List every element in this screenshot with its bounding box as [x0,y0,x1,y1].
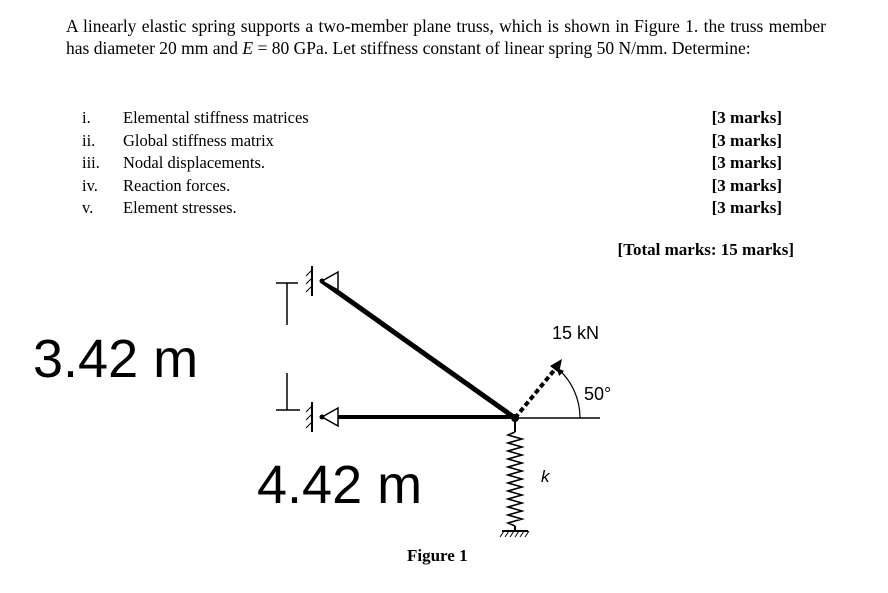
task-text: Nodal displacements. [123,153,266,172]
task-text: Element stresses. [123,198,237,217]
task-marks: [3 marks] [711,175,782,195]
height-label: 3.42 m [33,329,199,389]
total-marks: [Total marks: 15 marks] [617,240,794,259]
spring-icon [500,420,529,537]
width-label: 4.42 m [257,455,423,515]
diagonal-member [322,281,515,418]
modulus-symbol: E [242,38,254,58]
angle-arc [557,368,580,418]
figure-caption: Figure 1 [407,546,468,565]
task-number: iii. [82,153,100,172]
angle-label: 50° [584,384,612,404]
task-text: Elemental stiffness matrices [123,108,309,127]
height-dimension [276,283,300,410]
task-number: i. [82,108,91,127]
task-number: iv. [82,175,98,195]
lower-pin-support-icon [306,402,338,432]
task-text: Reaction forces. [123,175,231,195]
task-number: v. [82,198,94,217]
task-marks: [3 marks] [711,153,782,172]
task-marks: [3 marks] [711,130,782,150]
force-arrow-icon [515,359,562,418]
intro-text-1: A linearly elastic spring supports a two-member plane truss, which is shown in Figure 1. the truss member has diameter 20 mm and [66,16,826,58]
force-label: 15 kN [552,323,600,343]
task-number: ii. [82,130,96,150]
spring-constant-label: k [541,467,550,486]
task-text: Global stiffness matrix [123,130,274,150]
angle-arrowhead-icon [557,368,564,376]
intro-text-2: = 80 GPa. Let stiffness constant of linear spring 50 N/mm. Determine: [253,38,751,58]
task-marks: [3 marks] [711,198,782,217]
task-marks: [3 marks] [711,108,782,127]
